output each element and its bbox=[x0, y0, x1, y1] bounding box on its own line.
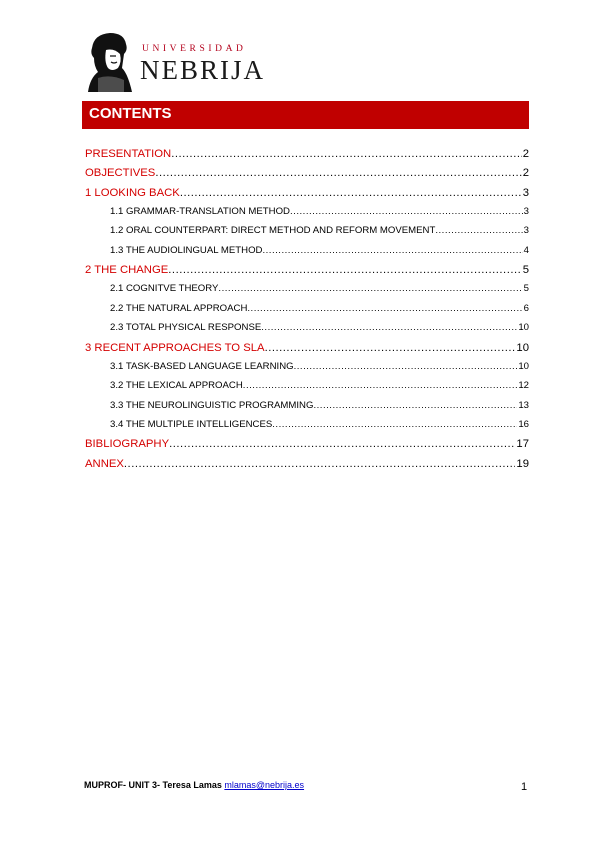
toc-entry-label: 1.2 ORAL COUNTERPART: DIRECT METHOD AND REFORM MOVEMENT bbox=[110, 225, 436, 237]
toc-entry-page: 5 bbox=[523, 283, 529, 295]
toc-entry-page: 17 bbox=[516, 438, 529, 451]
toc-entry[interactable] bbox=[110, 380, 529, 396]
toc-entry-label: 3.3 THE NEUROLINGUISTIC PROGRAMMING bbox=[110, 399, 314, 411]
toc-entry[interactable] bbox=[110, 303, 529, 319]
toc-leader-dots bbox=[180, 187, 522, 199]
toc-entry-page: 12 bbox=[518, 380, 529, 392]
toc-leader-dots bbox=[218, 283, 522, 294]
page-number: 1 bbox=[521, 781, 528, 793]
toc-entry-page: 3 bbox=[523, 225, 529, 237]
toc-entry-page: 10 bbox=[516, 341, 529, 354]
toc-entry[interactable] bbox=[110, 419, 529, 435]
toc-leader-dots bbox=[168, 264, 521, 276]
footer-email-link[interactable]: mlamas@nebrija.es bbox=[224, 780, 305, 790]
toc-leader-dots bbox=[261, 322, 517, 333]
toc-entry-label: ANNEX bbox=[85, 457, 124, 470]
toc-entry[interactable] bbox=[85, 342, 529, 358]
toc-entry-label: 3 RECENT APPROACHES TO SLA bbox=[85, 341, 265, 354]
toc-leader-dots bbox=[169, 438, 515, 450]
toc-entry-page: 10 bbox=[518, 360, 529, 372]
toc-entry[interactable] bbox=[85, 264, 529, 280]
toc-entry[interactable] bbox=[110, 361, 529, 377]
toc-leader-dots bbox=[294, 361, 518, 372]
toc-entry-label: BIBLIOGRAPHY bbox=[85, 438, 170, 451]
toc-entry-label: 3.1 TASK-BASED LANGUAGE LEARNING bbox=[110, 360, 294, 372]
toc-entry-label: 2.3 TOTAL PHYSICAL RESPONSE bbox=[110, 322, 262, 334]
toc-leader-dots bbox=[247, 303, 522, 314]
toc-entry-label: 3.2 THE LEXICAL APPROACH bbox=[110, 380, 243, 392]
toc-entry-label: 1.3 THE AUDIOLINGUAL METHOD bbox=[110, 244, 263, 256]
toc-leader-dots bbox=[290, 206, 523, 217]
toc-entry-page: 2 bbox=[522, 167, 529, 180]
toc-entry-page: 16 bbox=[518, 418, 529, 430]
toc-entry[interactable] bbox=[85, 187, 529, 203]
toc-entry[interactable] bbox=[85, 148, 529, 164]
toc-entry[interactable] bbox=[110, 245, 529, 261]
toc-entry[interactable] bbox=[85, 167, 529, 183]
footer bbox=[84, 780, 304, 790]
logo-nebrija-text: NEBRIJA bbox=[140, 55, 266, 85]
toc-leader-dots bbox=[265, 342, 516, 354]
toc-entry-page: 5 bbox=[522, 264, 529, 277]
toc-entry-page: 19 bbox=[516, 457, 529, 470]
contents-heading: CONTENTS bbox=[89, 105, 172, 122]
toc-leader-dots bbox=[124, 458, 516, 470]
toc-entry-page: 3 bbox=[523, 206, 529, 218]
toc-entry-label: 1 LOOKING BACK bbox=[85, 186, 180, 199]
toc-entry[interactable] bbox=[110, 322, 529, 338]
toc-entry[interactable] bbox=[110, 283, 529, 299]
toc-entry-label: OBJECTIVES bbox=[85, 167, 156, 180]
toc-leader-dots bbox=[243, 380, 518, 391]
toc-entry-label: 2 THE CHANGE bbox=[85, 264, 169, 277]
toc-entry-page: 6 bbox=[523, 302, 529, 314]
footer-author-text: MUPROF- UNIT 3- Teresa Lamas bbox=[84, 780, 225, 790]
logo-university-text: UNIVERSIDAD bbox=[142, 44, 247, 54]
toc-entry-label: 2.1 COGNITVE THEORY bbox=[110, 283, 219, 295]
toc-entry-page: 3 bbox=[522, 186, 529, 199]
toc-leader-dots bbox=[272, 419, 517, 430]
toc-entry-page: 2 bbox=[522, 148, 529, 160]
toc-entry-page: 10 bbox=[518, 322, 529, 334]
toc-entry-label: 3.4 THE MULTIPLE INTELLIGENCES bbox=[110, 418, 273, 430]
toc-entry[interactable] bbox=[110, 225, 529, 241]
toc-entry-page: 13 bbox=[518, 399, 529, 411]
toc-entry-label: 2.2 THE NATURAL APPROACH bbox=[110, 302, 248, 314]
toc-leader-dots bbox=[313, 400, 517, 411]
toc-entry-page: 4 bbox=[523, 244, 529, 256]
toc-entry[interactable] bbox=[110, 206, 529, 222]
toc-entry-label: PRESENTATION bbox=[85, 148, 172, 160]
toc-leader-dots bbox=[155, 167, 521, 179]
toc-leader-dots bbox=[262, 245, 522, 256]
toc-entry[interactable] bbox=[85, 458, 529, 474]
toc-entry-label: 1.1 GRAMMAR-TRANSLATION METHOD bbox=[110, 206, 290, 218]
toc-leader-dots bbox=[171, 148, 522, 160]
toc-leader-dots bbox=[435, 225, 522, 236]
toc-entry[interactable] bbox=[110, 400, 529, 416]
toc-entry[interactable] bbox=[85, 438, 529, 454]
